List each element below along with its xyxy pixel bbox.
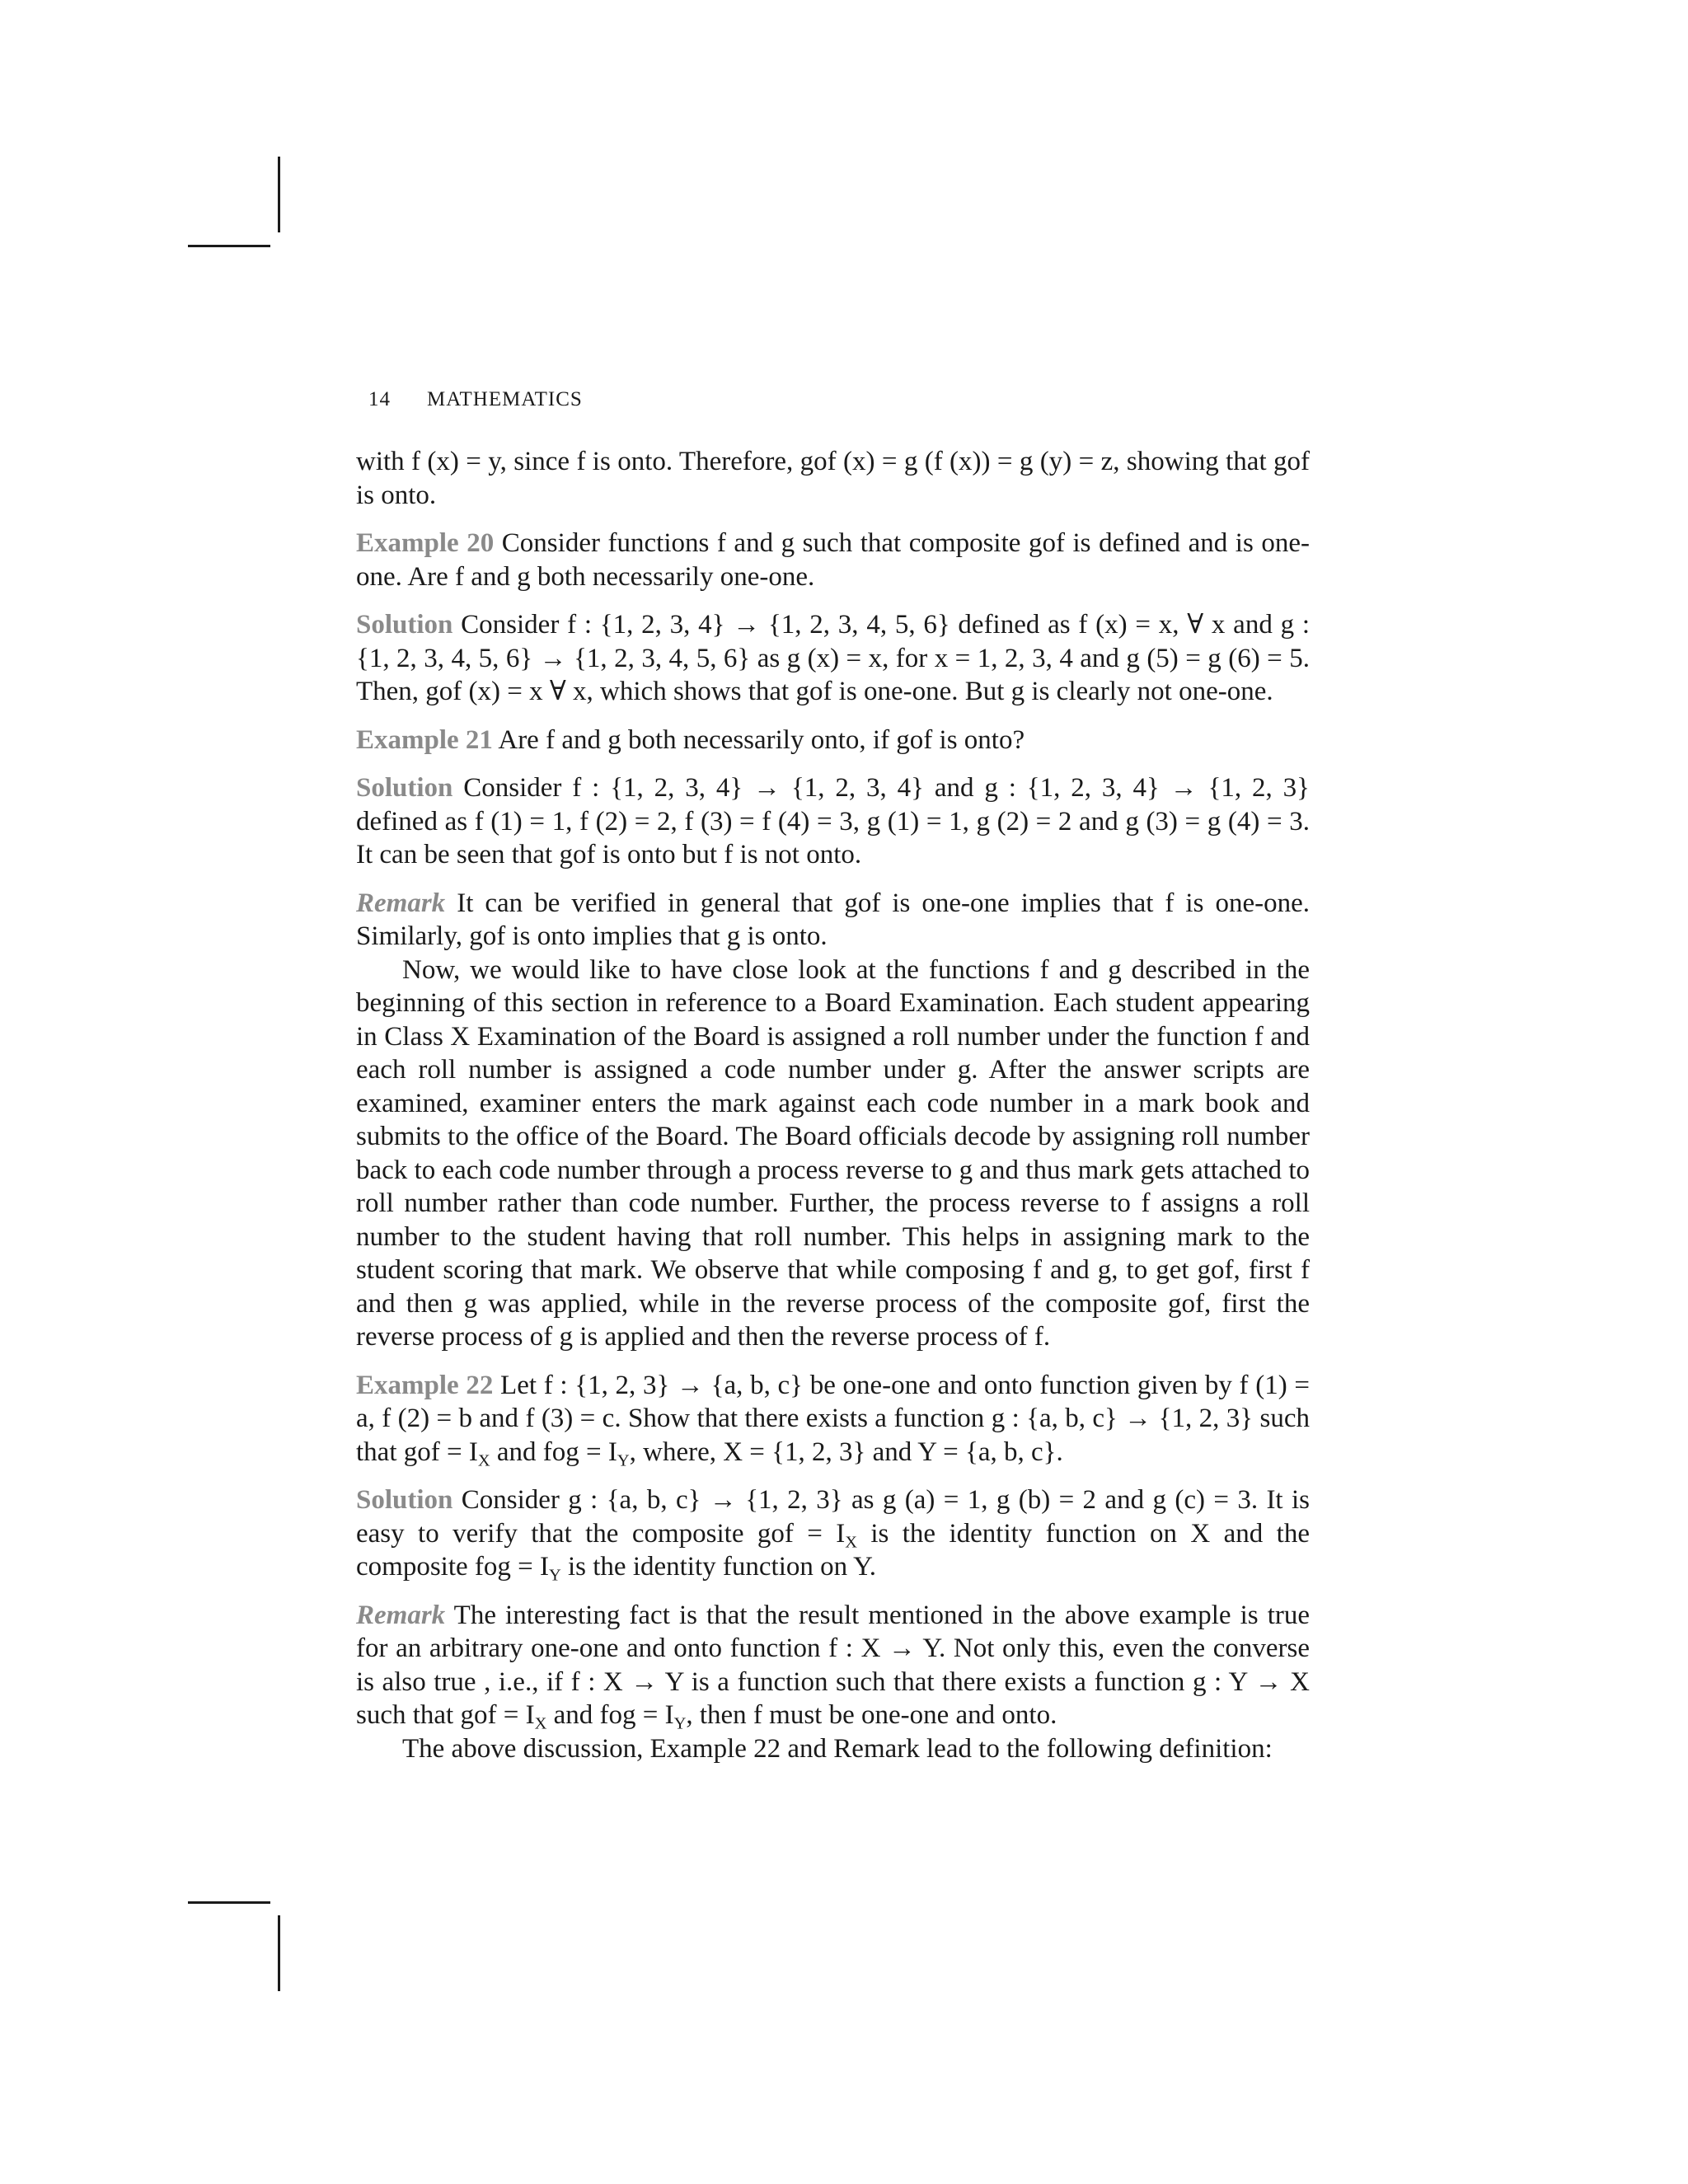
example-22-text-c: , where, X = {1, 2, 3} and Y = {a, b, c}. — [629, 1436, 1063, 1467]
subscript-x: X — [477, 1451, 490, 1470]
page-number: 14 — [368, 388, 391, 410]
solution-20-label: Solution — [356, 610, 453, 640]
solution-21-label: Solution — [356, 773, 453, 803]
remark-2 — [356, 1599, 1310, 1732]
subscript-x: X — [534, 1714, 547, 1733]
example-22-text-b: and fog = I — [490, 1436, 617, 1467]
example-20 — [356, 527, 1310, 593]
remark-2-text-b: and fog = I — [546, 1700, 674, 1730]
remark-1-label: Remark — [356, 888, 446, 918]
subscript-x: X — [845, 1533, 857, 1552]
solution-22-label: Solution — [356, 1485, 453, 1515]
example-20-label: Example 20 — [356, 528, 495, 558]
solution-22-text-a: Consider g : {a, b, c} → {1, 2, 3} as g (a) = 1, g (b) = 2 and g (c) = 3. It is easy to verify that the composite gof = I — [356, 1485, 1310, 1549]
example-21-label: Example 21 — [356, 724, 493, 755]
remark-1 — [356, 887, 1310, 954]
solution-20 — [356, 608, 1310, 709]
board-exam-paragraph: Now, we would like to have close look at the functions f and g described in the beginning of this section in reference to a Board Examination. Each student appearing in Class X Examination of the Board is assigned a roll number under the function f and each roll number is assigned a code number under g. After the answer scripts are examined, examiner enters the mark against each code number in a mark book and submits to the office of the Board. The Board officials decode by assigning roll number back to each code number through a process reverse to g and thus mark gets attached to roll number rather than code number. Further, the process reverse to f assigns a roll number to the student having that roll number. This helps in assigning mark to the student scoring that mark. We observe that while composing f and g, to get gof, first f and then g was applied, while in the reverse process of the composite gof, first the reverse process of g is applied and then the reverse process of f. — [356, 954, 1310, 1352]
closing-paragraph: The above discussion, Example 22 and Remark lead to the following definition: — [402, 1733, 1273, 1764]
example-20-text: Consider functions f and g such that composite gof is defined and is one-one. Are f and g both necessarily one-one. — [356, 528, 1310, 592]
remark-2-text-a: The interesting fact is that the result mentioned in the above example is true for an arbitrary one-one and onto function f : X → Y. Not only this, even the converse is also true , i.e., if f : X → Y is a function such that there exists a function g : Y → X such that gof = I — [356, 1600, 1310, 1730]
solution-22-text-c: is the identity function on Y. — [560, 1552, 876, 1582]
example-21 — [356, 724, 1310, 757]
subscript-y: Y — [548, 1566, 561, 1585]
crop-mark-top-horizontal — [188, 245, 270, 247]
example-22-text-a: Let f : {1, 2, 3} → {a, b, c} be one-one and onto function given by f (1) = a, f (2) = b and f (3) = c. Show that there exists a function g : {a, b, c} → {1, 2, 3} such that gof = I — [356, 1370, 1310, 1467]
continuation-paragraph: with f (x) = y, since f is onto. Therefore, gof (x) = g (f (x)) = g (y) = z, showing that gof is onto. — [356, 447, 1310, 510]
running-header — [368, 387, 583, 412]
running-title: MATHEMATICS — [427, 388, 583, 410]
solution-21 — [356, 771, 1310, 872]
solution-22-text-b: is the identity function on X and the composite fog = I — [356, 1518, 1310, 1582]
solution-21-text: Consider f : {1, 2, 3, 4} → {1, 2, 3, 4} and g : {1, 2, 3, 4} → {1, 2, 3} defined as f (1) = 1, f (2) = 2, f (3) = f (4) = 3, g (1) = 1, g (2) = 2 and g (3) = g (4) = 3. It can be seen that gof is onto but f is not onto. — [356, 773, 1310, 869]
subscript-y: Y — [617, 1451, 630, 1470]
remark-2-text-c: , then f must be one-one and onto. — [686, 1700, 1057, 1730]
remark-1-text: It can be verified in general that gof is one-one implies that f is one-one. Similarly, gof is onto implies that g is onto. — [356, 888, 1310, 951]
example-22-label: Example 22 — [356, 1370, 494, 1400]
crop-mark-top-vertical — [278, 157, 280, 232]
solution-20-text: Consider f : {1, 2, 3, 4} → {1, 2, 3, 4, 5, 6} defined as f (x) = x, ∀ x and g : {1, 2, 3, 4, 5, 6} → {1, 2, 3, 4, 5, 6} as g (x) = x, for x = 1, 2, 3, 4 and g (5) = g (6) = 5. Then, gof (x) = x ∀ x, which shows that gof is one-one. But g is clearly not one-one. — [356, 610, 1310, 706]
example-22 — [356, 1369, 1310, 1469]
crop-mark-bottom-vertical — [278, 1915, 280, 1991]
solution-22 — [356, 1483, 1310, 1584]
page-body — [356, 445, 1310, 1765]
example-21-text: Are f and g both necessarily onto, if gof is onto? — [498, 724, 1025, 755]
crop-mark-bottom-horizontal — [188, 1901, 270, 1904]
remark-2-label: Remark — [356, 1600, 446, 1630]
subscript-y: Y — [673, 1714, 687, 1733]
